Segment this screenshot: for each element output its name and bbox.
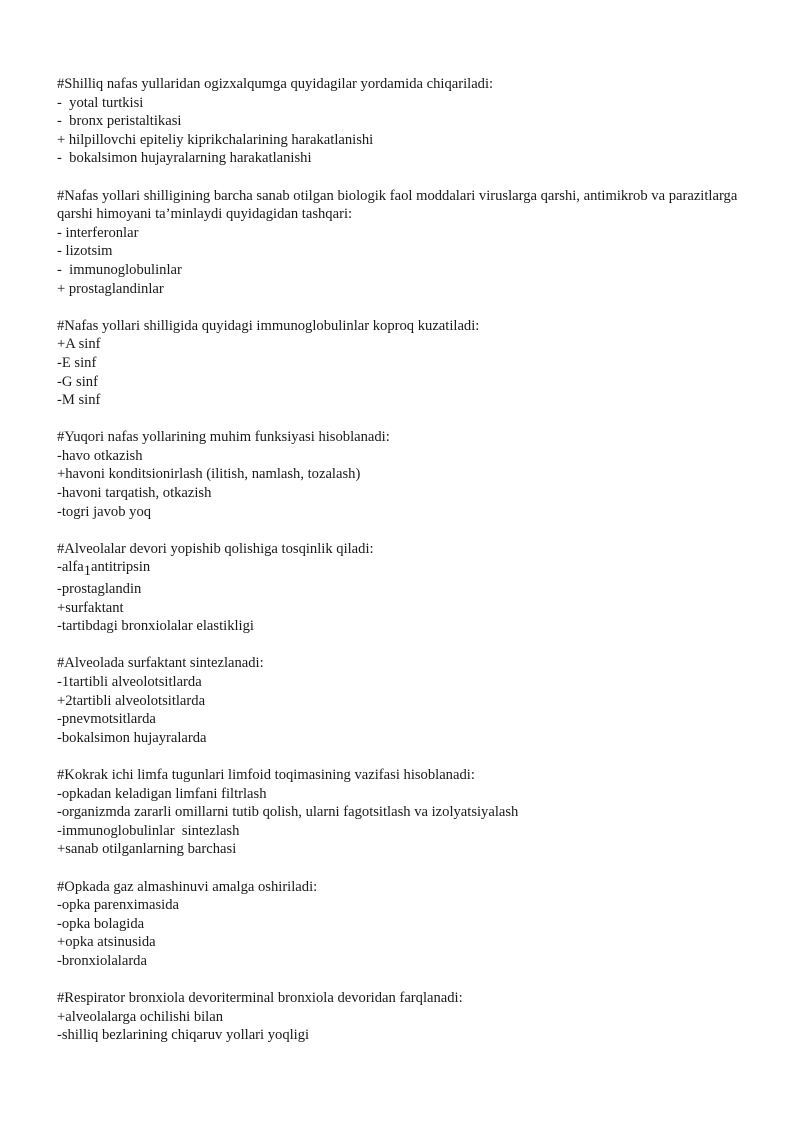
option-prefix: -alfa	[57, 559, 84, 576]
answer-option: - bronx peristaltikasi	[57, 113, 182, 130]
answer-option: -pnevmotsitlarda	[57, 711, 156, 728]
answer-option: -opkadan keladigan limfani filtrlash	[57, 785, 267, 802]
answer-option: +2tartibli alveolotsitlarda	[57, 692, 206, 709]
answer-option	[57, 558, 757, 580]
answer-option: -M sinf	[57, 392, 101, 409]
answer-option: -shilliq bezlarining chiqaruv yollari yoqligi	[57, 1027, 310, 1044]
question-block	[57, 989, 757, 1045]
question-text: #Alveolalar devori yopishib qolishiga tosqinlik qiladi:	[57, 540, 374, 557]
question-block	[57, 654, 757, 747]
question-block	[57, 75, 757, 168]
answer-option: -havoni tarqatish, otkazish	[57, 485, 212, 502]
answer-option: + prostaglandinlar	[57, 280, 164, 297]
answer-option: -E sinf	[57, 354, 97, 371]
answer-option: -tartibdagi bronxiolalar elastikligi	[57, 618, 254, 635]
answer-option: - lizotsim	[57, 243, 113, 260]
answer-option: -havo otkazish	[57, 447, 143, 464]
answer-option: +havoni konditsionirlash (ilitish, namlash, tozalash)	[57, 466, 361, 483]
answer-option: +surfaktant	[57, 599, 124, 616]
question-block	[57, 317, 757, 410]
answer-option: - interferonlar	[57, 224, 139, 241]
answer-option: +alveolalarga ochilishi bilan	[57, 1008, 224, 1025]
answer-option: +A sinf	[57, 336, 101, 353]
answer-option: - yotal turtkisi	[57, 94, 144, 111]
answer-option: -1tartibli alveolotsitlarda	[57, 674, 202, 690]
answer-option: -prostaglandin	[57, 581, 142, 598]
question-text: #Opkada gaz almashinuvi amalga oshiriladi:	[57, 878, 318, 895]
question-text: #Alveolada surfaktant sintezlanadi:	[57, 655, 264, 672]
answer-option: -G sinf	[57, 373, 98, 390]
question-text: #Shilliq nafas yullaridan ogizxalqumga quyidagilar yordamida chiqariladi:	[57, 76, 494, 92]
answer-option: +sanab otilganlarning barchasi	[57, 841, 237, 858]
question-block	[57, 428, 757, 521]
answer-option: -opka parenximasida	[57, 897, 179, 914]
question-block	[57, 766, 757, 859]
question-text: #Respirator bronxiola devoriterminal bronxiola devoridan farqlanadi:	[57, 990, 463, 1007]
answer-option: -opka bolagida	[57, 915, 145, 932]
question-block	[57, 540, 757, 636]
question-text: #Yuqori nafas yollarining muhim funksiyasi hisoblanadi:	[57, 429, 390, 446]
question-text: #Kokrak ichi limfa tugunlari limfoid toqimasining vazifasi hisoblanadi:	[57, 766, 475, 783]
document-page	[57, 75, 757, 1045]
answer-option: + hilpillovchi epiteliy kiprikchalarining harakatlanishi	[57, 131, 374, 148]
question-block	[57, 878, 757, 971]
answer-option: -bokalsimon hujayralarda	[57, 729, 207, 746]
answer-option: - immunoglobulinlar	[57, 261, 182, 278]
answer-option: - bokalsimon hujayralarning harakatlanishi	[57, 150, 312, 167]
question-text: #Nafas yollari shilligining barcha sanab otilgan biologik faol moddalari viruslarga qarshi, antimikrob va parazitlarga qarshi himoyani ta’minlaydi quyidagidan tashqari:	[57, 187, 741, 223]
question-text: #Nafas yollari shilligida quyidagi immunoglobulinlar koproq kuzatiladi:	[57, 317, 480, 334]
answer-option: -bronxiolalarda	[57, 952, 147, 969]
question-block	[57, 187, 757, 299]
answer-option: -immunoglobulinlar sintezlash	[57, 822, 240, 839]
answer-option: -togri javob yoq	[57, 503, 152, 520]
answer-option: -organizmda zararli omillarni tutib qolish, ularni fagotsitlash va izolyatsiyalash	[57, 804, 519, 821]
answer-option: +opka atsinusida	[57, 934, 156, 951]
option-suffix: antitripsin	[91, 559, 151, 576]
subscript-text: 1	[83, 563, 92, 580]
